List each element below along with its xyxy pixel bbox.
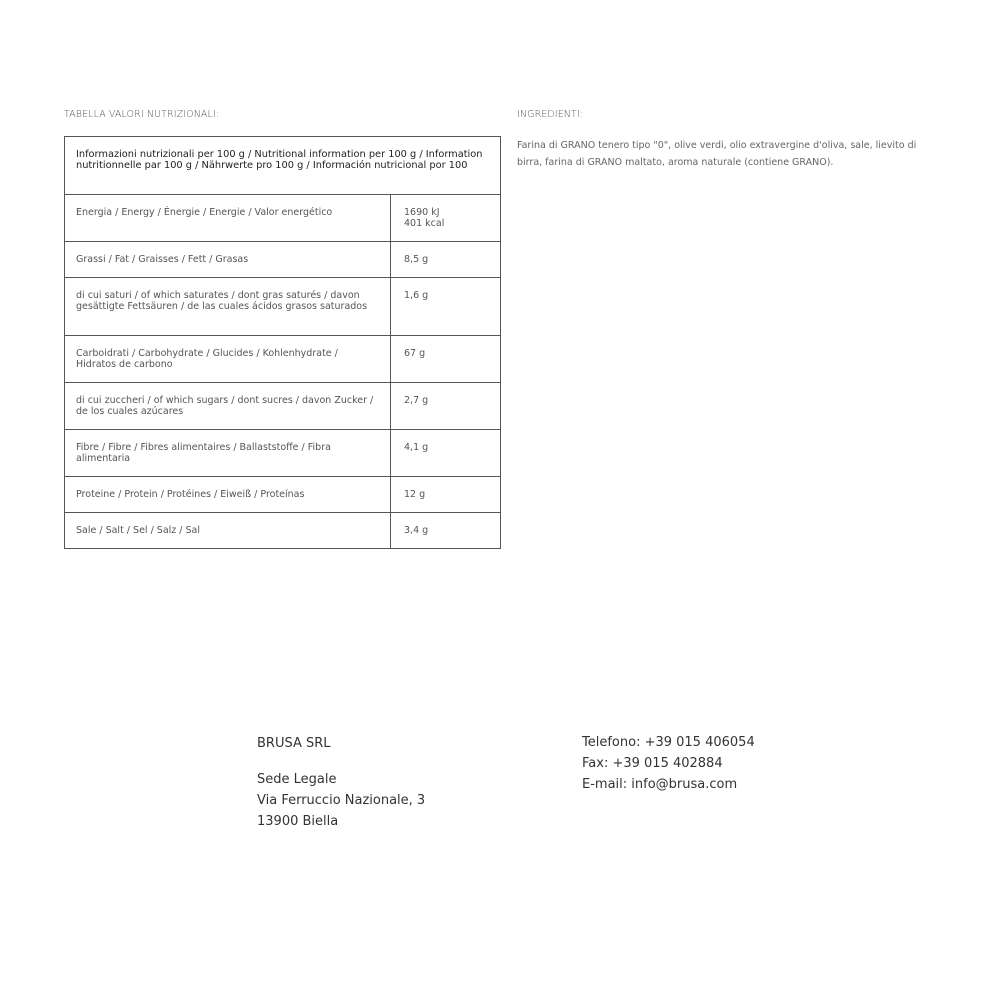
- table-row: [65, 336, 500, 383]
- row-value-saturates: 1,6 g: [404, 290, 429, 301]
- table-row: [65, 278, 500, 336]
- nutrition-table: [64, 136, 501, 549]
- legal-address-block: [257, 769, 425, 832]
- energy-kj: 1690 kJ: [404, 207, 440, 218]
- contact-block: [582, 732, 755, 795]
- row-value-protein: 12 g: [404, 489, 426, 500]
- table-row: [65, 242, 500, 278]
- row-value-carbohydrate: 67 g: [404, 348, 426, 359]
- row-value-fat: 8,5 g: [404, 254, 429, 265]
- row-value-energy: [391, 195, 500, 241]
- address-street: Via Ferruccio Nazionale, 3: [257, 793, 426, 808]
- nutrition-table-title: TABELLA VALORI NUTRIZIONALI:: [64, 109, 220, 120]
- row-label-saturates: di cui saturi / of which saturates / dont gras saturés / davon gesättigte Fettsäuren / de las cuales ácidos grasos saturados: [65, 278, 391, 335]
- nutrition-table-header: Informazioni nutrizionali per 100 g / Nutritional information per 100 g / Information nutritionnelle par 100 g / Nährwerte pro 100 g / Información nutricional por 100: [65, 137, 500, 195]
- row-label-carbohydrate: Carboidrati / Carbohydrate / Glucides / Kohlenhydrate / Hidratos de carbono: [65, 336, 391, 382]
- email-address[interactable]: E-mail: info@brusa.com: [582, 777, 738, 792]
- row-label-salt: Sale / Salt / Sel / Salz / Sal: [65, 513, 391, 548]
- energy-kcal: 401 kcal: [404, 218, 445, 229]
- fax-number: Fax: +39 015 402884: [582, 756, 723, 771]
- row-label-protein: Proteine / Protein / Protéines / Eiweiß / Proteínas: [65, 477, 391, 512]
- table-row: [65, 383, 500, 430]
- company-name: BRUSA SRL: [257, 736, 331, 751]
- row-label-sugars: di cui zuccheri / of which sugars / dont sucres / davon Zucker / de los cuales azúcares: [65, 383, 391, 429]
- row-label-fibre: Fibre / Fibre / Fibres alimentaires / Ballaststoffe / Fibra alimentaria: [65, 430, 391, 476]
- row-label-energy: Energia / Energy / Énergie / Energie / Valor energético: [65, 195, 391, 241]
- table-row: [65, 195, 500, 242]
- phone-number: Telefono: +39 015 406054: [582, 735, 755, 750]
- row-value-sugars: 2,7 g: [404, 395, 429, 406]
- table-row: [65, 477, 500, 513]
- ingredients-title: INGREDIENTI:: [517, 109, 584, 120]
- table-row: [65, 513, 500, 548]
- ingredients-text: Farina di GRANO tenero tipo "0", olive verdi, olio extravergine d'oliva, sale, lievito di birra, farina di GRANO maltato, aroma naturale (contiene GRANO).: [517, 140, 917, 168]
- row-value-salt: 3,4 g: [404, 525, 429, 536]
- legal-heading: Sede Legale: [257, 772, 337, 787]
- row-label-fat: Grassi / Fat / Graisses / Fett / Grasas: [65, 242, 391, 277]
- table-row: [65, 430, 500, 477]
- row-value-fibre: 4,1 g: [404, 442, 429, 453]
- address-city: 13900 Biella: [257, 814, 339, 829]
